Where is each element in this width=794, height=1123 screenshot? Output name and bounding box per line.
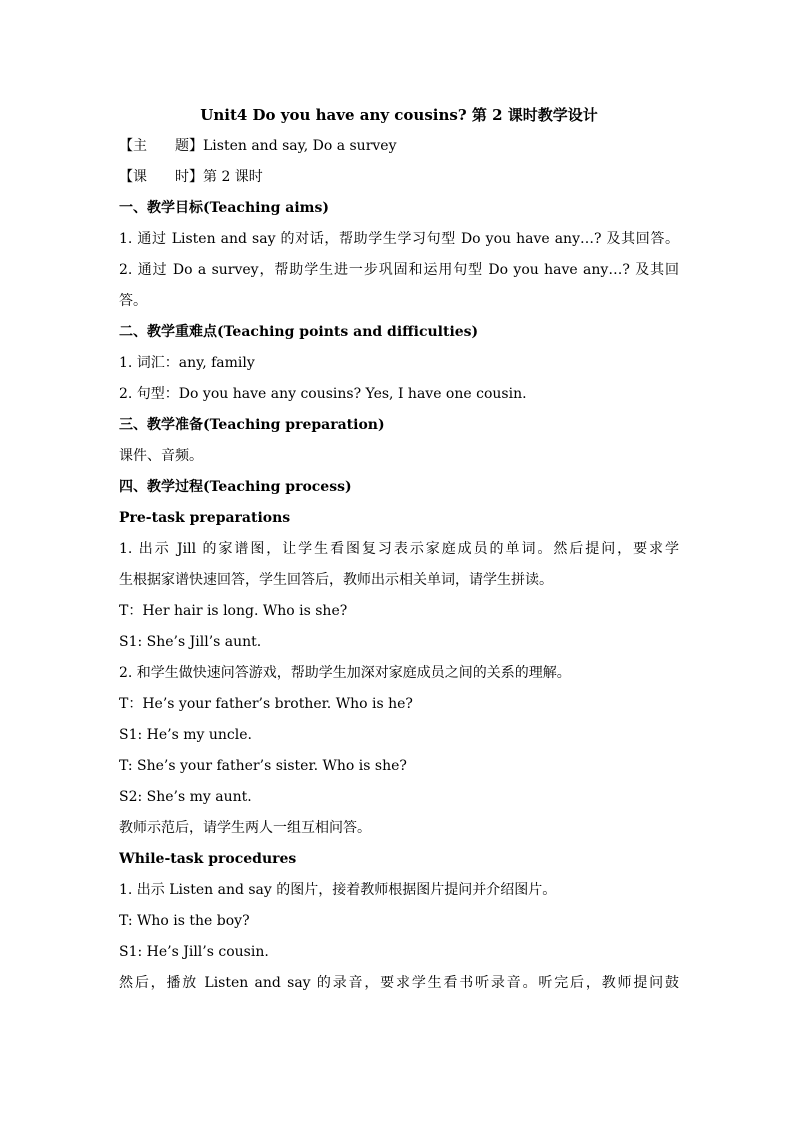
paragraph-line: 生根据家谱快速回答，学生回答后，教师出示相关单词，请学生拼读。 — [119, 572, 553, 588]
meta-period-label: 【课 时】 — [119, 169, 203, 185]
meta-topic-label: 【主 题】 — [119, 138, 203, 154]
paragraph-line: S1: He’s my uncle. — [119, 727, 252, 743]
paragraph-line: 2. 通过 Do a survey，帮助学生进一步巩固和运用句型 Do you have any…? 及其回 — [119, 262, 679, 278]
meta-topic — [119, 131, 679, 162]
paragraph-line: 1. 通过 Listen and say 的对话，帮助学生学习句型 Do you have any…? 及其回答。 — [119, 231, 679, 247]
paragraph-line: 课件、音频。 — [119, 448, 203, 464]
paragraph-line: S1: He’s Jill’s cousin. — [119, 944, 269, 960]
paragraph-line: T：Her hair is long. Who is she? — [119, 603, 348, 619]
section-heading: 四、教学过程(Teaching process) — [119, 479, 352, 495]
paragraph-line: T: Who is the boy? — [119, 913, 250, 929]
document-body — [119, 193, 679, 999]
paragraph-line: T：He’s your father’s brother. Who is he? — [119, 696, 413, 712]
section-heading: 一、教学目标(Teaching aims) — [119, 200, 329, 216]
meta-topic-value: Listen and say, Do a survey — [203, 138, 397, 154]
document-title: Unit4 Do you have any cousins? 第 2 课时教学设计 — [200, 106, 598, 124]
paragraph-line: 然后，播放 Listen and say 的录音，要求学生看书听录音。听完后，教师提问鼓 — [119, 975, 679, 991]
paragraph-line: 1. 出示 Jill 的家谱图，让学生看图复习表示家庭成员的单词。然后提问，要求学 — [119, 541, 679, 557]
section-heading: While-task procedures — [119, 851, 297, 867]
meta-period — [119, 162, 679, 193]
section-heading: 三、教学准备(Teaching preparation) — [119, 417, 385, 433]
paragraph-line: T: She’s your father’s sister. Who is she? — [119, 758, 407, 774]
paragraph-line: 2. 和学生做快速问答游戏，帮助学生加深对家庭成员之间的关系的理解。 — [119, 665, 571, 681]
paragraph-line: S1: She’s Jill’s aunt. — [119, 634, 262, 650]
paragraph-line: 1. 词汇：any, family — [119, 355, 255, 371]
paragraph-line: 答。 — [119, 293, 147, 309]
section-heading: 二、教学重难点(Teaching points and difficulties) — [119, 324, 479, 340]
paragraph-line: 教师示范后，请学生两人一组互相问答。 — [119, 820, 371, 836]
paragraph-line: 1. 出示 Listen and say 的图片，接着教师根据图片提问并介绍图片。 — [119, 882, 557, 898]
meta-period-value: 第 2 课时 — [203, 169, 263, 185]
section-heading: Pre-task preparations — [119, 510, 291, 526]
document-page — [119, 100, 679, 999]
paragraph-line: S2: She’s my aunt. — [119, 789, 252, 805]
paragraph-line: 2. 句型：Do you have any cousins? Yes, I have one cousin. — [119, 386, 527, 402]
